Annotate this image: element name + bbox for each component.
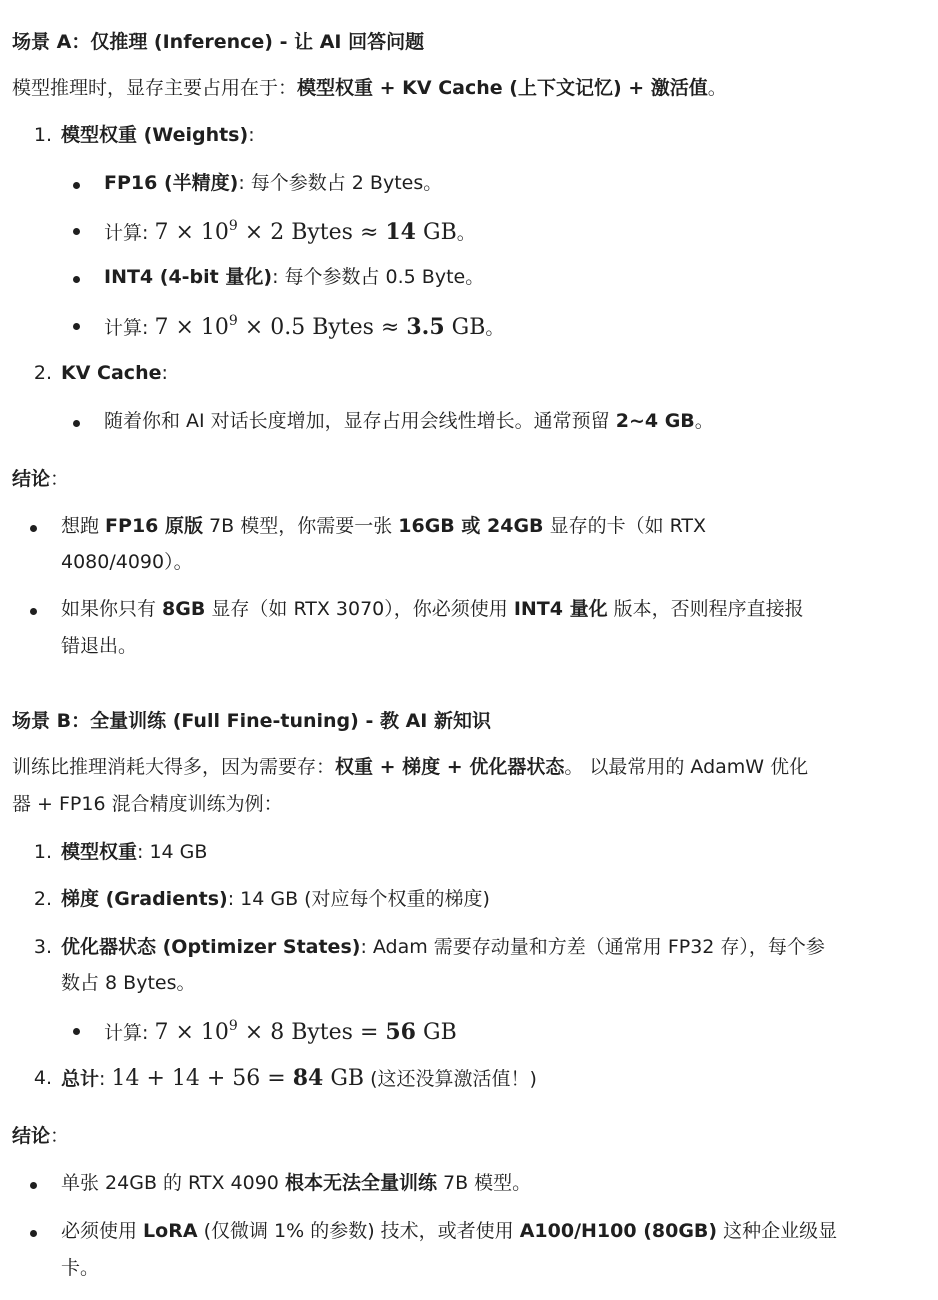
item-weights: [61, 126, 255, 145]
bullet-kv: [104, 412, 714, 431]
calc-prefix: 计算:: [104, 317, 155, 339]
item-kv-cache: [61, 364, 168, 383]
bullet-dot: [73, 228, 80, 235]
bullet-dot: [30, 1182, 37, 1189]
list-number: 4.: [33, 1067, 52, 1089]
bullet-calc-fp16: [104, 219, 476, 244]
fp16-label: FP16 (半精度): [104, 172, 239, 194]
kv-text: 随着你和 AI 对话长度增加，显存占用会线性增长。通常预留: [104, 410, 616, 432]
conclusion-a1-line2: 4080/4090）。: [61, 551, 193, 573]
conclusion-a1: 想跑 FP16 原版 7B 模型，你需要一张 16GB 或 24GB 显存的卡（如 RTX: [61, 515, 707, 537]
calc-formula: $7 \times 10^9 \times 2$ Bytes ≈ 14 GB: [154, 218, 457, 245]
section-b-intro: 训练比推理消耗大得多，因为需要存：权重 + 梯度 + 优化器状态。 以最常用的 AdamW 优化: [12, 756, 809, 778]
conclusion-b-heading: 结论：: [12, 1125, 70, 1147]
int4-text: : 每个参数占 0.5 Byte。: [272, 266, 485, 288]
list-number: 1.: [33, 841, 52, 863]
bullet-dot: [73, 182, 80, 189]
conclusion-b2: 必须使用 LoRA (仅微调 1% 的参数) 技术，或者使用 A100/H100 (80GB) 这种企业级显: [61, 1220, 838, 1242]
calc-prefix: 计算:: [104, 222, 155, 244]
calc-formula: $7 \times 10^9 \times 8$ Bytes = 56 GB: [154, 1018, 457, 1045]
item-b-total: 总计: 14 + 14 + 56 = 84 GB (这还没算激活值！): [61, 1065, 537, 1091]
section-b-heading: 场景 B：全量训练 (Full Fine-tuning) - 教 AI 新知识: [12, 710, 491, 732]
item-label: KV Cache: [61, 362, 162, 384]
bullet-dot: [73, 323, 80, 330]
intro-bold: 模型权重 + KV Cache (上下文记忆) + 激活值: [297, 77, 708, 99]
fp16-text: : 每个参数占 2 Bytes。: [238, 172, 443, 194]
intro-text: 模型推理时，显存主要占用在于：: [12, 77, 298, 99]
bullet-calc-int4: [104, 314, 504, 339]
bullet-dot: [73, 420, 80, 427]
bullet-calc-adam: 计算: $7 \times 10^9 \times 8$ Bytes = 56 GB: [104, 1018, 457, 1045]
bullet-dot: [73, 1028, 80, 1035]
list-number: 2.: [33, 362, 52, 384]
conclusion-b2-line2: 卡。: [61, 1257, 100, 1279]
list-number: 3.: [33, 936, 52, 958]
item-b-optimizer-line2: 数占 8 Bytes。: [61, 972, 196, 994]
item-b-optimizer: 优化器状态 (Optimizer States): Adam 需要存动量和方差（通常用 FP32 存），每个参: [61, 936, 825, 958]
item-colon: :: [161, 362, 168, 384]
item-b-gradients: 梯度 (Gradients): 14 GB (对应每个权重的梯度): [61, 888, 490, 910]
conclusion-b1: 单张 24GB 的 RTX 4090 根本无法全量训练 7B 模型。: [61, 1172, 532, 1194]
calc-formula: $7 \times 10^9 \times 0.5$ Bytes ≈ 3.5 GB: [154, 313, 486, 340]
conclusion-a2-line2: 错退出。: [61, 635, 138, 657]
section-b-intro-line2: 器 + FP16 混合精度训练为例：: [12, 793, 283, 815]
bullet-dot: [30, 525, 37, 532]
section-a-intro: [12, 79, 727, 98]
bullet-dot: [30, 608, 37, 615]
kv-bold: 2~4 GB: [615, 410, 695, 432]
item-b-weights: 模型权重: 14 GB: [61, 841, 208, 863]
conclusion-a-heading: 结论：: [12, 468, 70, 490]
bullet-fp16: [104, 174, 442, 193]
bullet-dot: [73, 276, 80, 283]
item-label: 模型权重 (Weights): [61, 124, 249, 146]
list-number: 2.: [33, 888, 52, 910]
conclusion-a2: 如果你只有 8GB 显存（如 RTX 3070），你必须使用 INT4 量化 版本，否则程序直接报: [61, 598, 804, 620]
calc-end: 。: [456, 222, 476, 244]
calc-end: 。: [485, 317, 505, 339]
bullet-int4: [104, 268, 484, 287]
item-colon: :: [248, 124, 255, 146]
kv-end: 。: [694, 410, 714, 432]
section-a-heading: 场景 A：仅推理 (Inference) - 让 AI 回答问题: [12, 31, 425, 53]
list-number: 1.: [33, 124, 52, 146]
total-formula: 14 + 14 + 56 = 84 GB: [111, 1065, 365, 1091]
int4-label: INT4 (4-bit 量化): [104, 266, 273, 288]
bullet-dot: [30, 1230, 37, 1237]
intro-end: 。: [707, 77, 727, 99]
